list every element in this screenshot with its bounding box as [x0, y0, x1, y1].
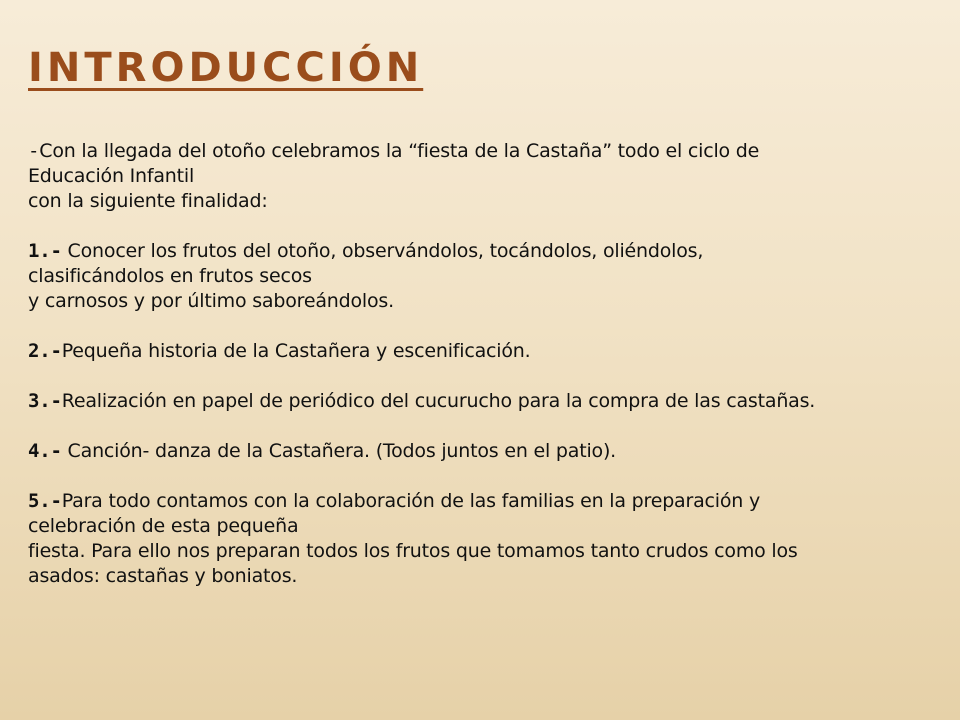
intro-line-1: -Con la llegada del otoño celebramos la “fiesta de la Castaña” todo el ciclo de: [28, 140, 760, 162]
item-number: 1.-: [28, 240, 62, 262]
item-5-line-4: asados: castañas y boniatos.: [28, 565, 298, 587]
item-number: 3.-: [28, 390, 62, 412]
item-1-line-3: y carnosos y por último saboreándolos.: [28, 290, 394, 312]
item-number: 2.-: [28, 340, 62, 362]
spacer: [28, 314, 958, 339]
item-1-line-1: 1.- Conocer los frutos del otoño, observándolos, tocándolos, oliéndolos,: [28, 240, 704, 262]
item-5-line-1: 5.-Para todo contamos con la colaboración de las familias en la preparación y: [28, 490, 761, 512]
item-number: 4.-: [28, 440, 62, 462]
intro-line-2: Educación Infantil: [28, 165, 195, 187]
item-2-line-1: 2.-Pequeña historia de la Castañera y escenificación.: [28, 340, 531, 362]
item-5-line-3: fiesta. Para ello nos preparan todos los frutos que tomamos tanto crudos como los: [28, 540, 798, 562]
slide-body: [28, 139, 958, 589]
item-1-line-2: clasificándolos en frutos secos: [28, 265, 312, 287]
intro-dash: -: [28, 140, 40, 162]
intro-line-3: con la siguiente finalidad:: [28, 190, 268, 212]
item-number: 5.-: [28, 490, 62, 512]
item-5-line-2: celebración de esta pequeña: [28, 515, 299, 537]
item-4-line-1: 4.- Canción- danza de la Castañera. (Todos juntos en el patio).: [28, 440, 617, 462]
slide-title: INTRODUCCIÓN: [28, 45, 424, 91]
spacer: [28, 464, 958, 489]
spacer: [28, 364, 958, 389]
spacer: [28, 214, 958, 239]
spacer: [28, 414, 958, 439]
item-3-line-1: 3.-Realización en papel de periódico del cucurucho para la compra de las castañas.: [28, 390, 816, 412]
